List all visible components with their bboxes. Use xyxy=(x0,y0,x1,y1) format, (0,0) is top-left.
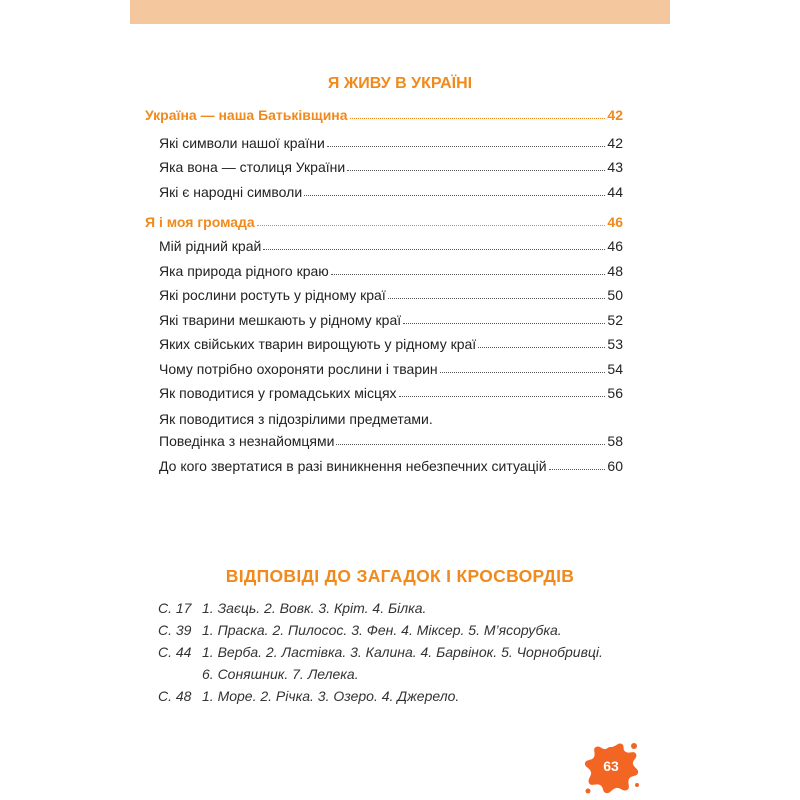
answer-row-continuation: 6. Соняшник. 7. Лелека. xyxy=(202,666,359,682)
toc-entry[interactable]: До кого звертатися в разі виникнення небезпечних ситуацій 60 xyxy=(159,457,623,474)
answer-row: С. 44 1. Верба. 2. Ластівка. 3. Калина. 4. Барвінок. 5. Чорнобривці. xyxy=(158,644,603,660)
answers-list xyxy=(158,597,638,707)
toc-entry[interactable]: Які символи нашої країни 42 xyxy=(159,134,623,151)
toc-entry[interactable]: Чому потрібно охороняти рослини і тварин 54 xyxy=(159,360,623,377)
dot-leader xyxy=(257,225,606,226)
dot-leader xyxy=(331,274,606,275)
toc-entry[interactable]: Поведінка з незнайомцями 58 xyxy=(159,433,623,449)
toc-chapter[interactable]: Україна — наша Батьківщина 42 xyxy=(145,106,623,123)
toc-entry[interactable]: Які тварини мешкають у рідному краї 52 xyxy=(159,311,623,328)
dot-leader xyxy=(549,469,606,470)
answer-row: С. 39 1. Праска. 2. Пилосос. 3. Фен. 4. Міксер. 5. М’ясорубка. xyxy=(158,622,562,638)
dot-leader xyxy=(336,444,605,445)
page-number: 63 xyxy=(603,758,619,774)
top-color-band xyxy=(130,0,670,24)
toc-entry[interactable]: Мій рідний край 46 xyxy=(159,238,623,254)
toc-entry-line[interactable]: Як поводитися з підозрілими предметами. xyxy=(159,411,433,427)
dot-leader xyxy=(350,118,606,119)
answer-row: С. 48 1. Море. 2. Річка. 3. Озеро. 4. Джерело. xyxy=(158,688,460,704)
dot-leader xyxy=(388,298,606,299)
dot-leader xyxy=(327,146,606,147)
section-heading: Я ЖИВУ В УКРАЇНІ xyxy=(327,75,473,92)
dot-leader xyxy=(263,249,605,250)
answers-heading: ВІДПОВІДІ ДО ЗАГАДОК І КРОСВОРДІВ xyxy=(225,566,575,586)
toc-chapter[interactable]: Я і моя громада 46 xyxy=(145,213,623,230)
page-number-badge xyxy=(582,738,640,796)
dot-leader xyxy=(304,195,605,196)
toc-entry[interactable]: Яких свійських тварин вирощують у рідному краї 53 xyxy=(159,336,623,352)
toc-entry[interactable]: Яка природа рідного краю 48 xyxy=(159,262,623,279)
dot-leader xyxy=(440,372,606,373)
dot-leader xyxy=(403,323,605,324)
dot-leader xyxy=(399,396,606,397)
toc-entry[interactable]: Як поводитися у громадських місцях 56 xyxy=(159,385,623,401)
toc-entry[interactable]: Які рослини ростуть у рідному краї 50 xyxy=(159,287,623,303)
answer-row: С. 17 1. Заєць. 2. Вовк. 3. Кріт. 4. Білка. xyxy=(158,600,427,616)
book-page xyxy=(130,0,670,800)
dot-leader xyxy=(478,347,605,348)
table-of-contents xyxy=(145,98,623,474)
dot-leader xyxy=(347,170,605,171)
toc-entry[interactable]: Які є народні символи 44 xyxy=(159,183,623,200)
toc-entry[interactable]: Яка вона — столиця України 43 xyxy=(159,159,623,175)
